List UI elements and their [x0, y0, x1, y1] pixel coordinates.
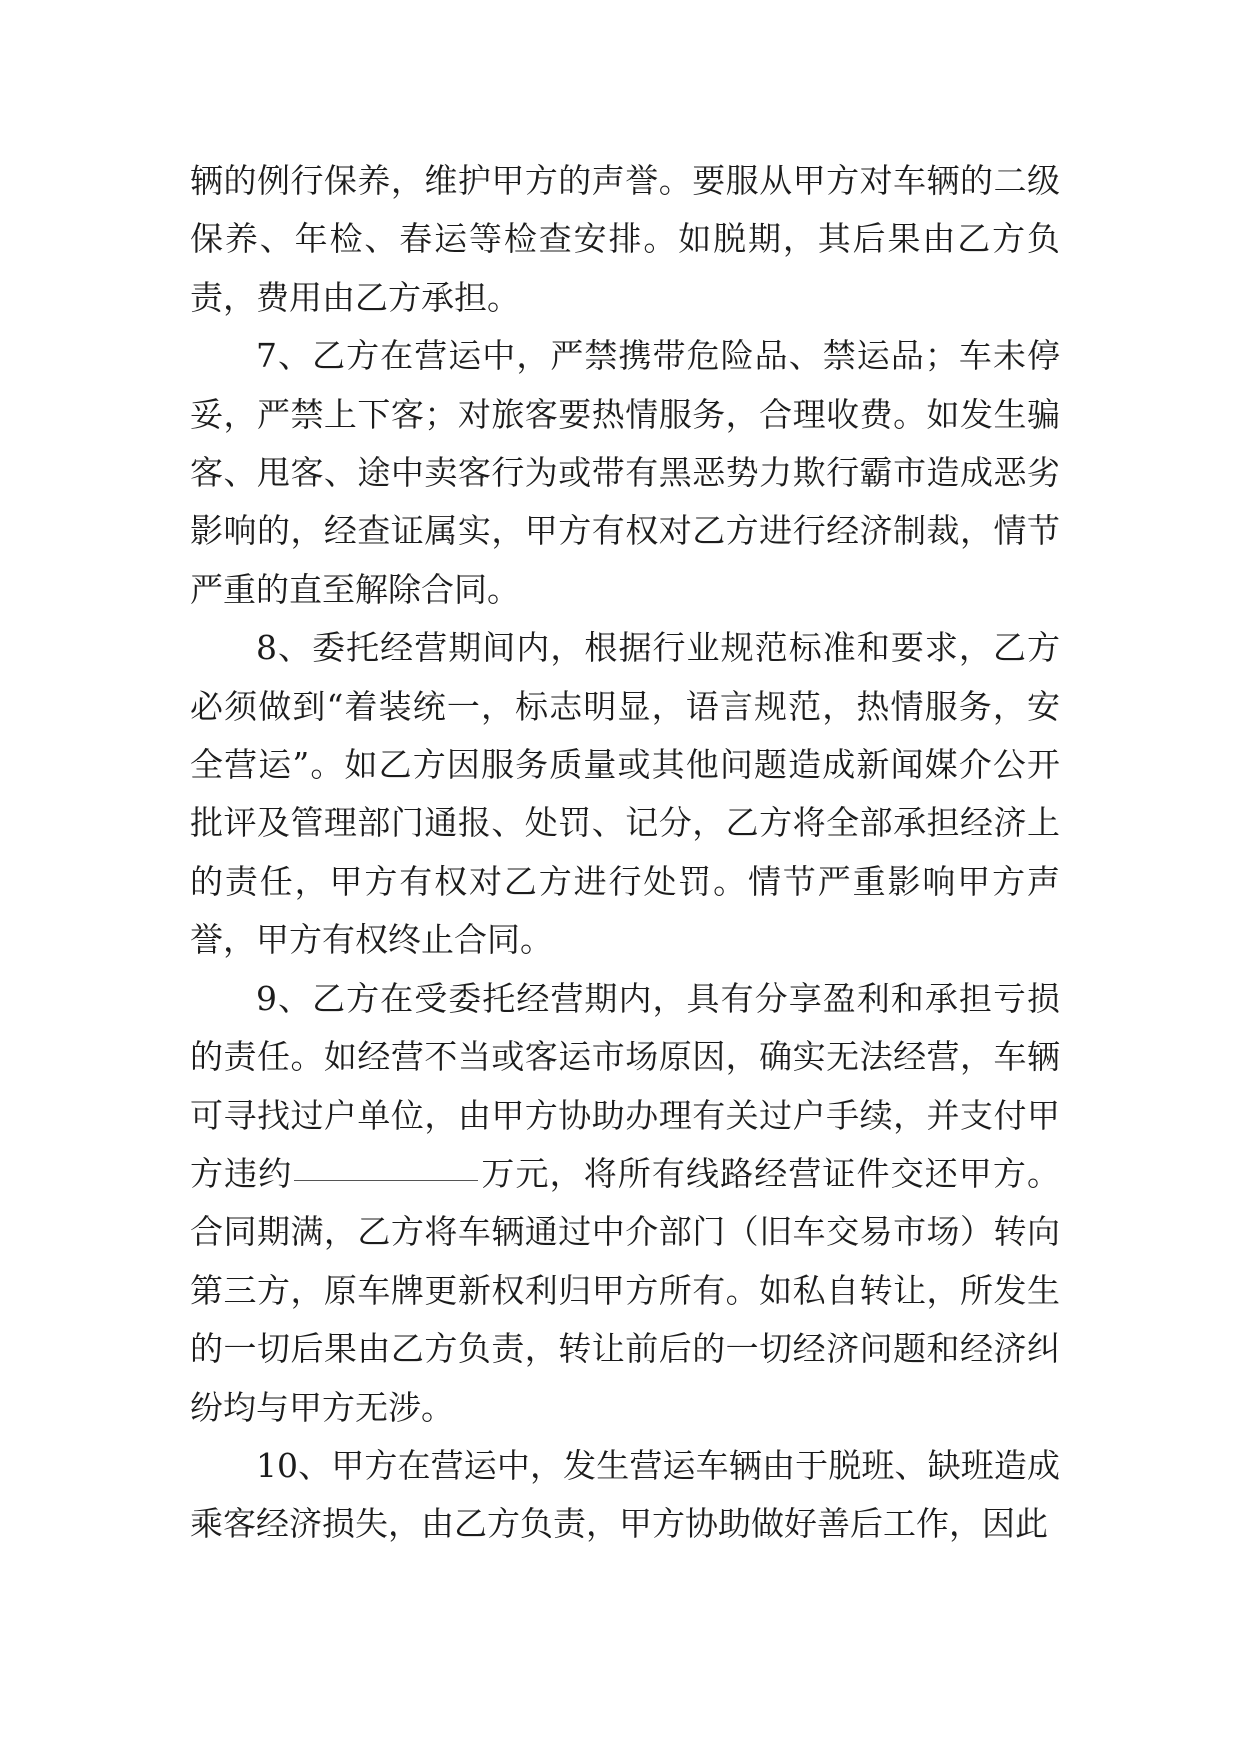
clause-10: 10、甲方在营运中，发生营运车辆由于脱班、缺班造成乘客经济损失，由乙方负责，甲方协助做好善后工作，因此	[190, 1445, 1060, 1544]
clause-7: 7、乙方在营运中，严禁携带危险品、禁运品；车未停妥，严禁上下客；对旅客要热情服务，合理收费。如发生骗客、甩客、途中卖客行为或带有黑恶势力欺行霸市造成恶劣影响的，经查证属实，甲方有权对乙方进行经济制裁，情节严重的直至解除合同。	[190, 336, 1060, 609]
clause-8: 8、委托经营期间内，根据行业规范标准和要求，乙方必须做到“着装统一，标志明显，语言规范，热情服务，安全营运”。如乙方因服务质量或其他问题造成新闻媒介公开批评及管理部门通报、处罚、记分，乙方将全部承担经济上的责任，甲方有权对乙方进行处罚。情节严重影响甲方声誉，甲方有权终止合同。	[190, 628, 1060, 960]
clause-9-text-after-blank: 万元，将所有线路经营证件交还甲方。合同期满，乙方将车辆通过中介部门（旧车交易市场）转向第三方，原车牌更新权利归甲方所有。如私自转让，所发生的一切后果由乙方负责，转让前后的一切经济问题和经济纠纷均与甲方无涉。	[190, 1153, 1061, 1427]
contract-body	[190, 152, 1060, 1554]
penalty-amount-blank	[294, 1179, 478, 1181]
clause-9	[190, 970, 1060, 1437]
clause-6-continuation: 辆的例行保养，维护甲方的声誉。要服从甲方对车辆的二级保养、年检、春运等检查安排。如脱期，其后果由乙方负责，费用由乙方承担。	[190, 161, 1060, 317]
clause-9-text-before-blank: 9、乙方在受委托经营期内，具有分享盈利和承担亏损的责任。如经营不当或客运市场原因，确实无法经营，车辆可寻找过户单位，由甲方协助办理有关过户手续，并支付甲方违约	[190, 978, 1060, 1193]
